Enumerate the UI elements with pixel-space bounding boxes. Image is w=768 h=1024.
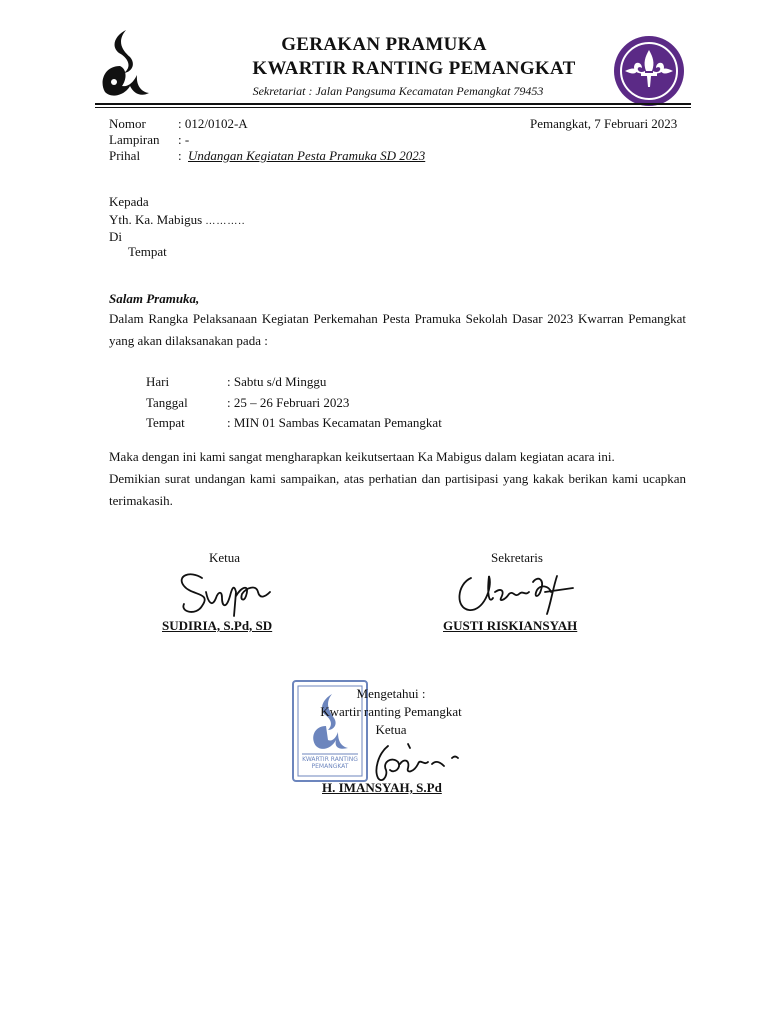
right-signer-name: GUSTI RISKIANSYAH xyxy=(443,618,578,633)
organization-name: GERAKAN PRAMUKA xyxy=(281,34,487,55)
acknowledgement-title: Ketua xyxy=(375,722,407,737)
left-signer-name: SUDIRIA, S.Pd, SD xyxy=(162,618,273,633)
recipient-name xyxy=(109,212,245,230)
nomor-value: : 012/0102-A xyxy=(178,116,248,131)
left-signature xyxy=(172,566,277,622)
detail-label: Tempat xyxy=(146,415,185,430)
secretariat-address: Sekretariat : Jalan Pangsuma Kecamatan Pemangkat 79453 xyxy=(252,84,544,98)
branch-name: KWARTIR RANTING PEMANGKAT xyxy=(252,58,576,79)
detail-value: : MIN 01 Sambas Kecamatan Pemangkat xyxy=(227,415,442,430)
stamp-text: KWARTIR RANTING PEMANGKAT xyxy=(302,756,358,770)
closing-paragraph-2: Demikian surat undangan kami sampaikan, atas perhatian dan partisipasi yang kakak berikan kami ucapkan terimakasih. xyxy=(109,471,686,508)
detail-value: : 25 – 26 Februari 2023 xyxy=(227,395,350,410)
acknowledgement-label: Mengetahui : xyxy=(356,686,426,701)
header-rule-thin xyxy=(95,107,691,108)
detail-label: Tanggal xyxy=(146,395,188,410)
detail-value: : Sabtu s/d Minggu xyxy=(227,374,327,389)
closing-paragraph-1: Maka dengan ini kami sangat mengharapkan keikutsertaan Ka Mabigus dalam kegiatan acara ini. xyxy=(109,449,615,464)
recipient-name-text: Yth. Ka. Mabigus xyxy=(109,212,203,227)
right-signature xyxy=(453,568,578,620)
greeting: Salam Pramuka, xyxy=(109,291,200,306)
acknowledgement-name: H. IMANSYAH, S.Pd xyxy=(322,780,442,795)
recipient-name-dots: ……….. xyxy=(205,216,246,227)
right-signer-title: Sekretaris xyxy=(491,550,543,565)
header-rule-thick xyxy=(95,103,691,105)
left-signer-title: Ketua xyxy=(209,550,241,565)
recipient-kepada: Kepada xyxy=(109,194,149,209)
prihal-subject: Undangan Kegiatan Pesta Pramuka SD 2023 xyxy=(188,148,426,163)
place-date: Pemangkat, 7 Februari 2023 xyxy=(530,116,678,131)
lampiran-value: : - xyxy=(178,132,190,147)
prihal-colon: : xyxy=(178,148,182,163)
detail-label: Hari xyxy=(146,374,170,389)
recipient-di: Di xyxy=(109,229,122,244)
intro-paragraph: Dalam Rangka Pelaksanaan Kegiatan Perkemahan Pesta Pramuka Sekolah Dasar 2023 Kwarran Pemangkat yang akan dilaksanakan pada : xyxy=(109,311,686,348)
prihal-label: Prihal xyxy=(109,148,141,163)
nomor-label: Nomor xyxy=(109,116,146,131)
recipient-place: Tempat xyxy=(128,244,167,259)
lampiran-label: Lampiran xyxy=(109,132,160,147)
acknowledgement-org: Kwartir ranting Pemangkat xyxy=(320,704,462,719)
